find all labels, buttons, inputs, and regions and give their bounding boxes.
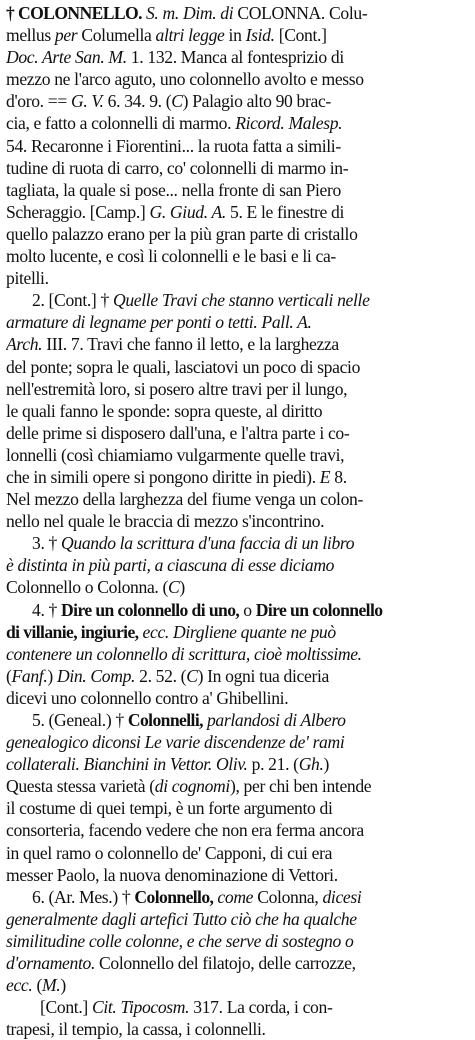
text-line [6, 356, 469, 378]
text-run: Nel mezzo della larghezza del fiume venga un colon- [6, 489, 363, 510]
text-run: Columella [77, 25, 156, 46]
italic-text: Fanf. [11, 665, 48, 686]
text-line [6, 90, 469, 112]
text-run: consorteria, facendo vedere che non era ferma ancora [6, 820, 364, 841]
text-line [6, 289, 469, 311]
text-run: 6. 34. 9. ( [103, 91, 172, 112]
text-line [6, 687, 469, 709]
text-run: p. 21. ( [247, 754, 299, 775]
italic-text: ecc. Dirgliene quante ne può [142, 621, 336, 642]
italic-text: Quando la scrittura d'una faccia di un libro [61, 533, 355, 554]
text-run: il costume di quei tempi, è un forte argumento di [6, 798, 333, 819]
text-run: 2. [Cont.] † [32, 290, 113, 311]
text-run: in quel ramo o colonnello de' Capponi, di cui era [6, 842, 333, 863]
text-line [6, 974, 469, 996]
text-run: o [239, 599, 256, 620]
dictionary-entry-colonnello [6, 2, 469, 1040]
text-line [6, 731, 469, 753]
text-line [6, 532, 469, 554]
text-run: III. 7. Travi che fanno il letto, e la larghezza [42, 334, 339, 355]
text-run: ( [6, 665, 12, 686]
italic-text: genealogico diconsi Le varie discendenze de' rami [6, 732, 345, 753]
italic-text: altri legge [155, 25, 225, 46]
text-run: 4. † [32, 599, 62, 620]
text-line [6, 864, 469, 886]
italic-text: Arch. [6, 334, 43, 355]
text-line [6, 908, 469, 930]
text-line [6, 400, 469, 422]
text-run: tagliata, la quale si pose... nella fronte di san Piero [6, 179, 341, 200]
text-run: in [224, 25, 246, 46]
italic-text: come [217, 886, 254, 907]
text-line [6, 1018, 469, 1040]
text-line [6, 621, 469, 643]
italic-text: Quelle Travi che stanno verticali nelle [112, 290, 370, 311]
italic-text: Doc. Arte San. M. [6, 47, 127, 68]
text-run: molto lucente, e così li colonnelli e le basi e li ca- [6, 246, 336, 267]
text-line [6, 797, 469, 819]
headword: Dire un colonnello [255, 599, 383, 620]
text-line [6, 245, 469, 267]
text-run: mellus [6, 25, 55, 46]
text-line [6, 709, 469, 731]
text-line [6, 46, 469, 68]
text-run: cia, e fatto a colonnelli di marmo. [6, 113, 236, 134]
text-line [6, 996, 469, 1018]
text-line [6, 201, 469, 223]
text-line [6, 930, 469, 952]
text-run: nell'estremità loro, si posero altre travi per il lungo, [6, 378, 348, 399]
italic-text: C [171, 91, 183, 112]
italic-text: per [54, 25, 78, 46]
text-run: [Cont.] [274, 25, 327, 46]
text-line [6, 488, 469, 510]
text-run: ) [323, 754, 330, 775]
text-run: 317. La corda, i con- [189, 997, 333, 1018]
text-line [6, 2, 469, 24]
text-line [6, 665, 469, 687]
text-run: Scheraggio. [Camp.] [6, 201, 150, 222]
text-line [6, 775, 469, 797]
text-run: ) [60, 975, 66, 996]
italic-text: collaterali. Bianchini in Vettor. Oliv. [6, 754, 248, 775]
text-line [6, 223, 469, 245]
text-line [6, 112, 469, 134]
text-run: nello nel quale le braccia di mezzo s'incontrino. [6, 511, 325, 532]
headword: Dire un colonnello di uno, [61, 599, 240, 620]
text-line [6, 444, 469, 466]
italic-text: generalmente dagli artefici Tutto ciò che ha qualche [6, 908, 357, 929]
italic-text: è distinta in più parti, a ciascuna di esse diciamo [6, 555, 335, 576]
text-line [6, 24, 469, 46]
italic-text: dicesi [322, 886, 362, 907]
text-line [6, 422, 469, 444]
italic-text: C [186, 665, 198, 686]
text-line [6, 157, 469, 179]
text-run: tudine di ruota di carro, co' colonnelli di marmo in- [6, 157, 349, 178]
text-run: Colonnello del filatojo, delle carrozze, [95, 953, 356, 974]
italic-text: contenere un colonnello di scrittura, cioè moltissime. [6, 643, 362, 664]
italic-text: parlandosi di Albero [206, 710, 346, 730]
text-run: che in simili opere si pongono diritte in piedi). [6, 466, 320, 487]
italic-text: ecc. [6, 975, 33, 996]
italic-text: E [319, 466, 331, 487]
text-run: lonnelli (così chiamiamo vulgarmente quelle travi, [6, 444, 345, 465]
text-line [6, 267, 469, 289]
text-line [6, 842, 469, 864]
italic-text: Isid. [245, 25, 275, 46]
text-run: ) [179, 577, 185, 598]
text-run: le quali fanno le sponde: sopra queste, al diritto [6, 400, 323, 421]
text-run: [Cont.] [40, 997, 92, 1018]
text-run: ) [47, 665, 57, 686]
text-run: ) Palagio alto 90 brac- [182, 91, 331, 112]
italic-text: C [168, 577, 180, 598]
italic-text: Gh. [298, 754, 324, 775]
text-run: d'oro. == [6, 91, 71, 112]
text-line [6, 952, 469, 974]
text-run: dicevi uno colonnello contro a' Ghibellini. [6, 687, 289, 708]
text-run: quello palazzo erano per la più gran parte di cristallo [6, 223, 358, 244]
text-line [6, 466, 469, 488]
text-line [6, 311, 469, 333]
text-run: ) In ogni tua diceria [197, 665, 329, 686]
italic-text: armature di legname per ponti o tetti. Pall. A. [6, 312, 312, 333]
italic-text: Cit. Tipocosm. [91, 997, 190, 1018]
text-line [6, 554, 469, 576]
italic-text: similitudine colle colonne, e che serve di sostegno o [6, 930, 354, 951]
text-run: 1. 132. Manca al fontesprizio di [126, 47, 344, 68]
text-run: ( [32, 975, 42, 996]
text-line [6, 886, 469, 908]
text-run: 6. (Ar. Mes.) † [32, 886, 135, 907]
text-line [6, 333, 469, 355]
italic-text: Din. Comp. [56, 665, 136, 686]
text-line [6, 135, 469, 157]
headword: Colonnello, [134, 886, 214, 907]
text-line [6, 819, 469, 841]
text-line [6, 643, 469, 665]
italic-text: Ricord. Malesp. [235, 113, 343, 134]
text-run: COLONNA. Colu- [233, 3, 368, 23]
text-line [6, 599, 469, 621]
text-run: 3. † [32, 533, 62, 554]
text-run: messer Paolo, la nuova denominazione di Vettori. [6, 864, 338, 885]
text-run: delle prime si disposero dall'una, e l'altra parte i co- [6, 422, 350, 443]
text-run: del ponte; sopra le quali, lasciatovi un poco di spacio [6, 356, 361, 377]
text-run: mezzo ne l'arco aguto, uno colonnello avolto e messo [6, 69, 364, 90]
text-run: 5. (Geneal.) † [32, 710, 128, 730]
text-line [6, 378, 469, 400]
italic-text: S. m. Dim. di [145, 3, 234, 23]
text-run: 5. E le finestre di [225, 201, 345, 222]
text-run: 8. [330, 466, 347, 487]
text-run: 2. 52. ( [135, 665, 187, 686]
text-line [6, 576, 469, 598]
italic-text: di cognomi [154, 776, 230, 797]
text-line [6, 510, 469, 532]
headword: † COLONNELLO. [6, 3, 142, 23]
italic-text: G. Giud. A. [149, 201, 226, 222]
headword: di villanie, ingiurie, [6, 621, 139, 642]
text-line [6, 179, 469, 201]
text-run: Colonnello o Colonna. ( [6, 577, 169, 598]
text-run: 54. Recaronne i Fiorentini... la ruota fatta a simili- [6, 135, 341, 156]
text-run: ), per chi ben intende [229, 776, 372, 797]
text-line [6, 753, 469, 775]
italic-text: d'ornamento. [6, 953, 95, 974]
text-run: trapesi, il tempio, la cassa, i colonnelli. [6, 1019, 266, 1040]
text-run: pitelli. [6, 268, 49, 289]
text-run: Questa stessa varietà ( [6, 776, 155, 797]
text-line [6, 68, 469, 90]
italic-text: M. [42, 975, 61, 996]
headword: Colonnelli, [127, 710, 203, 730]
text-run: Colonna, [253, 886, 323, 907]
italic-text: G. V. [70, 91, 104, 112]
